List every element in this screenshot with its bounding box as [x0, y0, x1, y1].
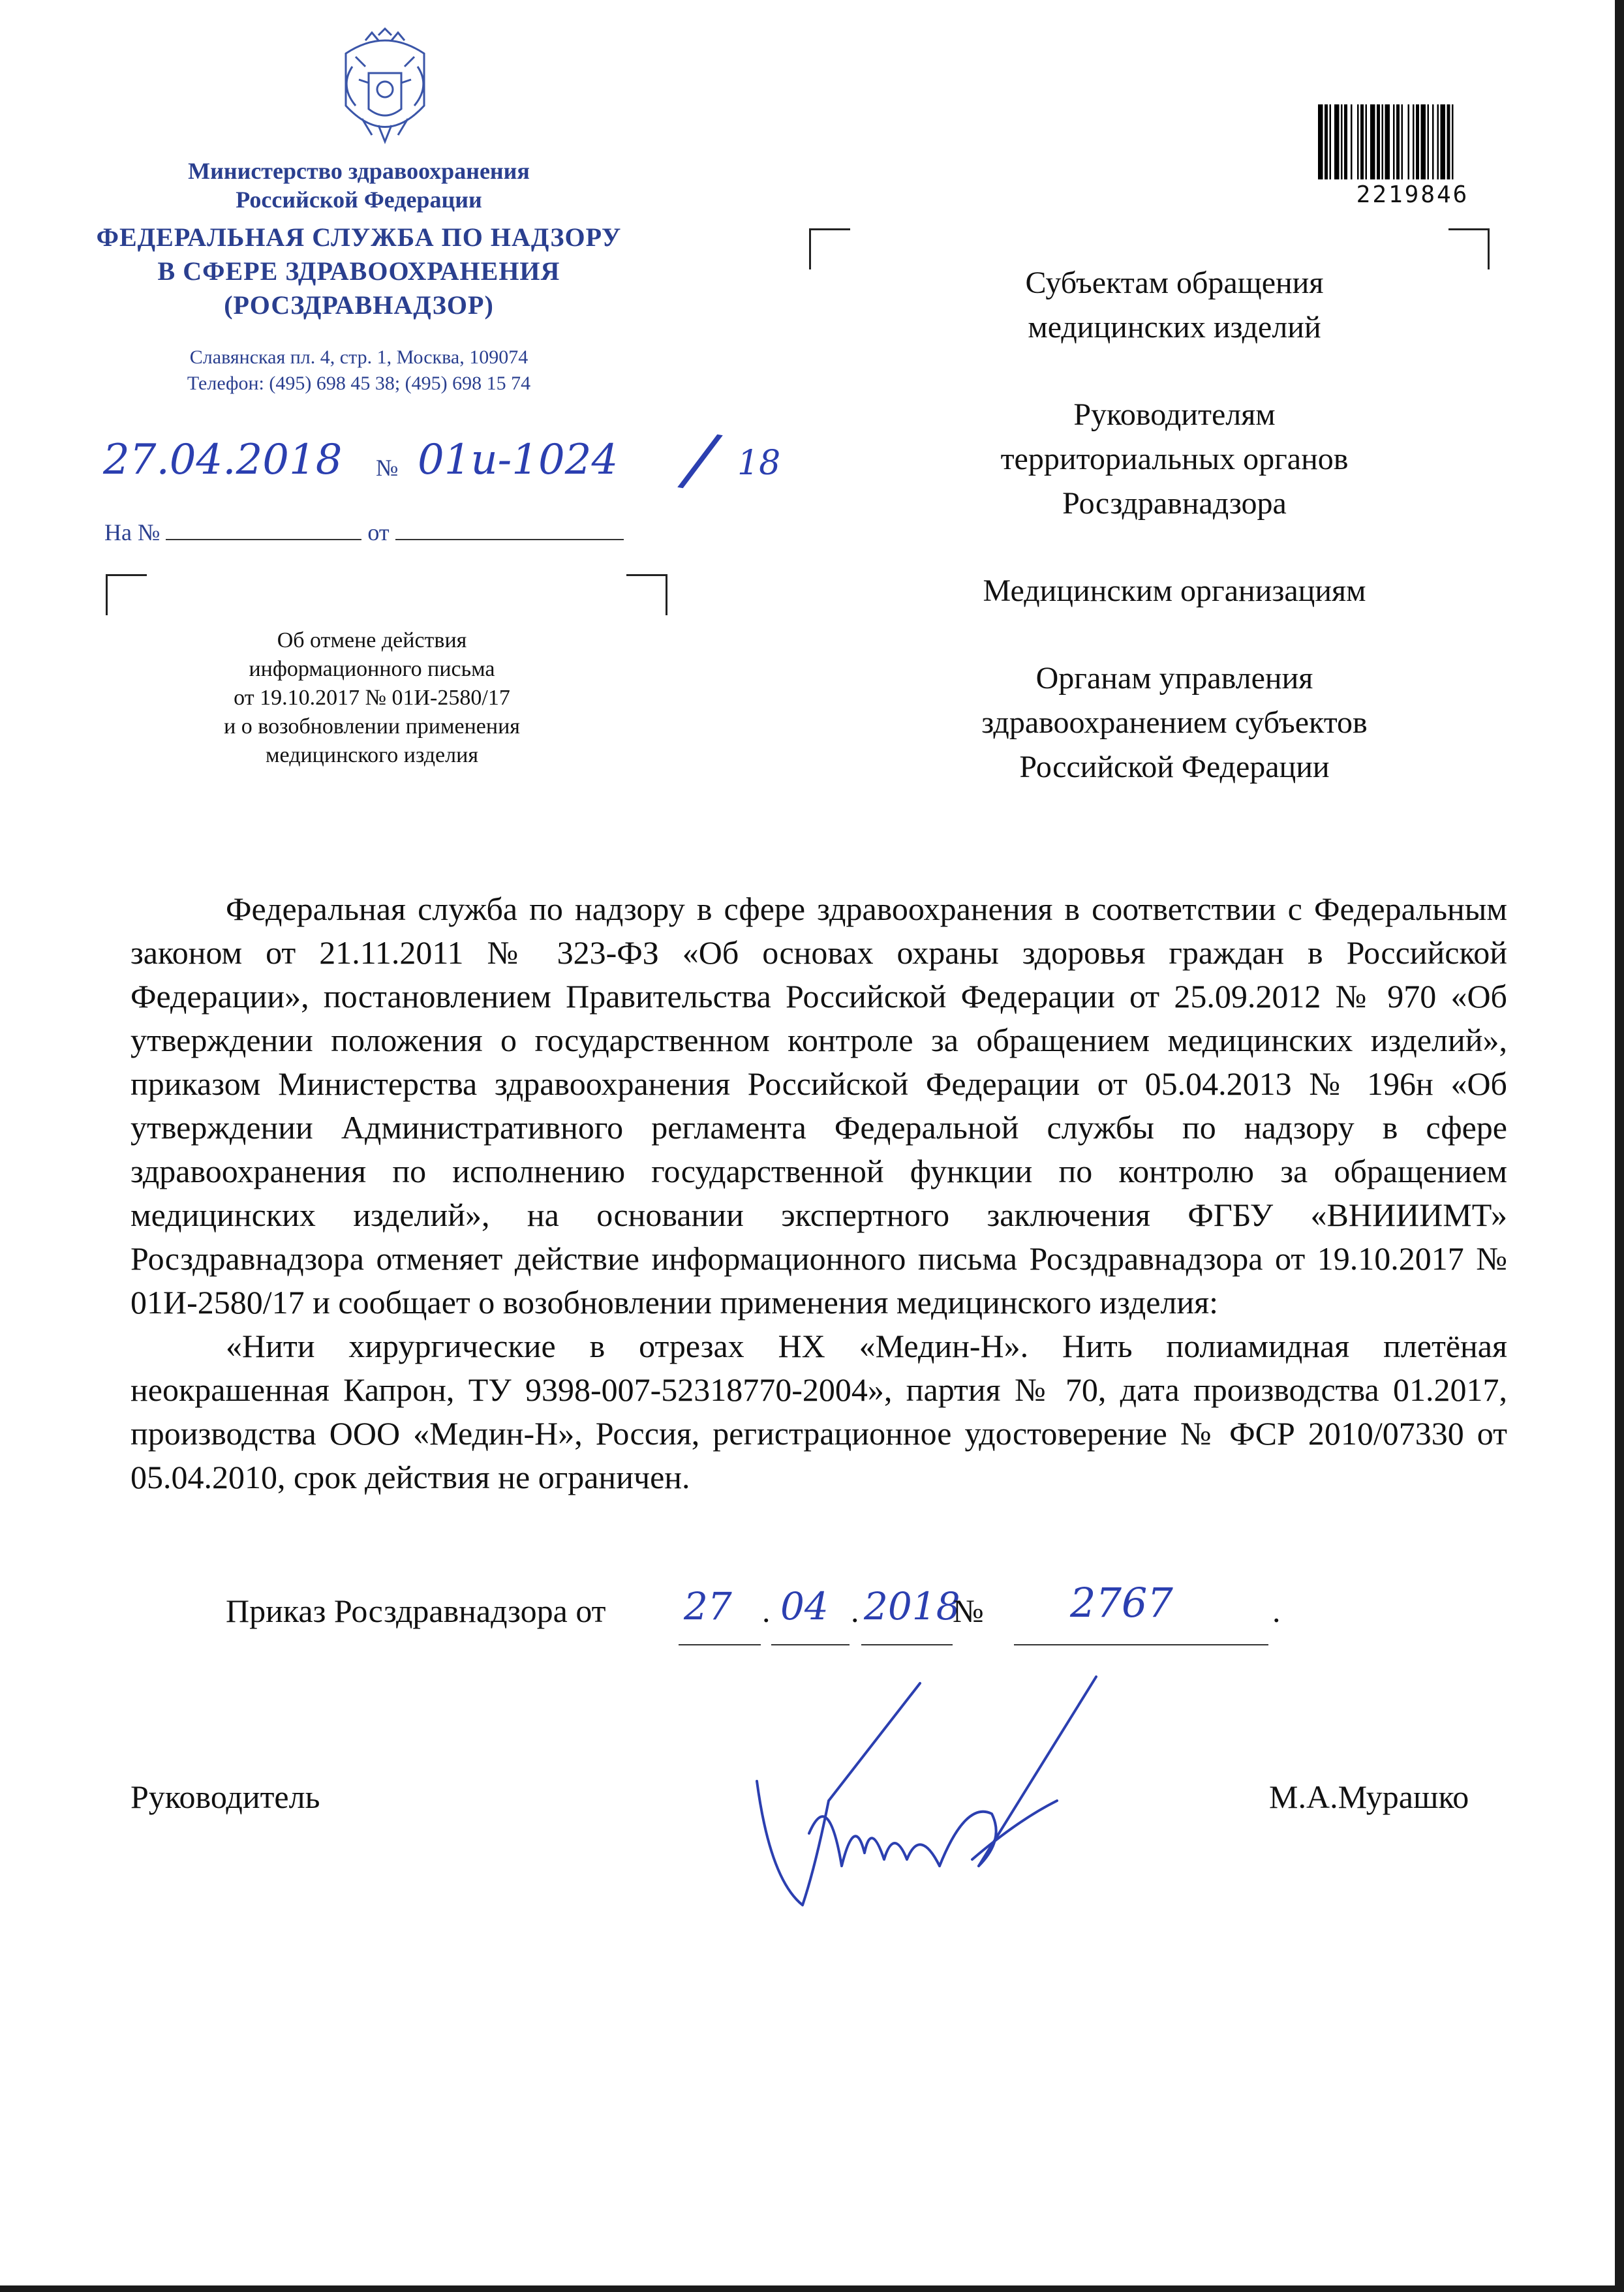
- ministry-line-1: Министерство здравоохранения: [188, 158, 530, 184]
- addressee-2-line-3: Росздравнадзора: [1062, 486, 1287, 521]
- barcode-bar: [1432, 104, 1434, 179]
- addressees: [887, 261, 1462, 833]
- addressee-1-line-1: Субъектам обращения: [1025, 266, 1324, 300]
- subject-line-4: и о возобновлении применения: [224, 714, 520, 739]
- ministry-line-2: Российской Федерации: [236, 187, 482, 213]
- in-reply-label: На №: [104, 519, 161, 545]
- order-day-underline: [679, 1644, 761, 1645]
- service-line-3: (РОСЗДРАВНАДЗОР): [224, 290, 494, 320]
- barcode-bar: [1441, 104, 1446, 179]
- subject-line-2: информационного письма: [249, 657, 495, 681]
- addressee-3-line-1: Медицинским организациям: [983, 573, 1366, 608]
- order-month-underline: [771, 1644, 850, 1645]
- barcode-bar: [1421, 104, 1426, 179]
- service-line-1: ФЕДЕРАЛЬНАЯ СЛУЖБА ПО НАДЗОРУ: [96, 222, 622, 252]
- barcode-bar: [1408, 104, 1410, 179]
- scan-edge-right: [1615, 0, 1624, 2292]
- addressee-2-line-2: территориальных органов: [1000, 442, 1349, 476]
- subject-line-3: от 19.10.2017 № 01И-2580/17: [234, 686, 510, 710]
- addressee-4-line-2: здравоохранением субъектов: [981, 705, 1368, 740]
- subject-line-5: медицинского изделия: [266, 743, 478, 767]
- body-paragraph-1: Федеральная служба по надзору в сфере здравоохранения в соответствии с Федеральным законом от 21.11.2011 № 323-ФЗ «Об основах охраны здоровья граждан в Российской Федерации», постановлением Правительства Российской Федерации от 25.09.2012 № 970 «Об утверждении положения о государственном контроле за обращением медицинских изделий», приказом Министерства здравоохранения Российской Федерации от 05.04.2013 № 196н «Об утверждении Административного регламента Федеральной службы по надзору в сфере здравоохранения по исполнению государственной функции по контролю за обращением медицинских изделий», на основании экспертного заключения ФГБУ «ВНИИИМТ» Росздравнадзора отменяет действие информационного письма Росздравнадзора от 19.10.2017 № 01И-2580/17 и сообщает о возобновлении применения медицинского изделия:: [130, 891, 1507, 1321]
- addressee-4-line-3: Российской Федерации: [1019, 750, 1330, 784]
- order-label: Приказ Росздравнадзора от: [226, 1593, 606, 1629]
- signatory-position: Руководитель: [130, 1779, 320, 1815]
- addressee-corner-top-left: [809, 228, 850, 269]
- addressee-1: [887, 261, 1462, 350]
- order-number-underline: [1014, 1644, 1268, 1645]
- barcode-bar: [1402, 104, 1403, 179]
- letter-body: [130, 887, 1507, 1499]
- ministry-header: [52, 157, 666, 397]
- coat-of-arms-icon: [326, 27, 444, 151]
- service-name: [52, 221, 666, 322]
- in-reply-from-label: от: [367, 519, 390, 545]
- outgoing-number: 01и-1024: [418, 436, 619, 484]
- addressee-2-line-1: Руководителям: [1073, 397, 1276, 432]
- barcode-bar: [1428, 104, 1430, 179]
- barcode-bar: [1377, 104, 1380, 179]
- service-line-2: В СФЕРЕ ЗДРАВООХРАНЕНИЯ: [157, 256, 560, 286]
- addressee-4-line-1: Органам управления: [1035, 661, 1313, 695]
- barcode-bar: [1318, 104, 1323, 179]
- addressee-1-line-2: медицинских изделий: [1028, 310, 1321, 344]
- barcode-bar: [1447, 104, 1450, 179]
- barcode-bar: [1360, 104, 1364, 179]
- address: [52, 344, 666, 397]
- phone-line: Телефон: (495) 698 45 38; (495) 698 15 74: [187, 373, 531, 394]
- barcode-number: 2219846: [1356, 181, 1469, 208]
- addressee-4: [887, 656, 1462, 789]
- barcode-bar: [1437, 104, 1439, 179]
- order-number: 2767: [1070, 1579, 1173, 1627]
- subject-corner-top-left: [106, 574, 147, 615]
- barcode-bar: [1370, 104, 1375, 179]
- barcode-bar: [1382, 104, 1384, 179]
- order-end-dot: .: [1272, 1593, 1281, 1629]
- addressee-3: [887, 569, 1462, 613]
- barcode-bar: [1351, 104, 1353, 179]
- barcode-bar: [1330, 104, 1332, 179]
- order-year: 2018: [864, 1584, 960, 1628]
- scan-edge-bottom: [0, 2285, 1624, 2292]
- handwritten-signature: [731, 1670, 1109, 1918]
- barcode-bar: [1452, 104, 1454, 179]
- order-month: 04: [780, 1584, 829, 1628]
- barcode-icon: [1318, 104, 1514, 183]
- in-reply-date-blank: [395, 519, 624, 540]
- barcode-bar: [1393, 104, 1395, 179]
- outgoing-date: 27.04.2018: [103, 436, 343, 484]
- barcode-bar: [1366, 104, 1368, 179]
- outgoing-year: 18: [737, 444, 781, 483]
- order-year-underline: [861, 1644, 953, 1645]
- addressee-2: [887, 393, 1462, 526]
- in-reply-line: [104, 519, 624, 546]
- subject-line-1: Об отмене действия: [277, 628, 467, 652]
- subject-corner-top-right: [626, 574, 667, 615]
- outgoing-slash: /: [681, 416, 720, 503]
- barcode-bar: [1344, 104, 1347, 179]
- outgoing-number-sign: №: [376, 455, 399, 481]
- barcode-bar: [1385, 104, 1390, 179]
- signatory-name: М.А.Мурашко: [1269, 1779, 1469, 1815]
- order-day: 27: [684, 1584, 732, 1628]
- barcode-bar: [1416, 104, 1419, 179]
- ministry-name: [52, 157, 666, 214]
- order-number-sign: №: [953, 1593, 984, 1629]
- barcode-bar: [1357, 104, 1359, 179]
- barcode-bar: [1341, 104, 1343, 179]
- address-line-1: Славянская пл. 4, стр. 1, Москва, 109074: [189, 346, 529, 368]
- body-paragraph-2: «Нити хирургические в отрезах НХ «Медин-Н». Нить полиамидная плетёная неокрашенная Капрон, ТУ 9398-007-52318770-2004», партия № 70, дата производства 01.2017, производства ООО «Медин-Н», Россия, регистрационное удостоверение № ФСР 2010/07330 от 05.04.2010, срок действия не ограничен.: [130, 1328, 1507, 1495]
- letter-subject: [150, 626, 594, 770]
- order-date-dot-2: .: [851, 1593, 859, 1629]
- barcode-bar: [1413, 104, 1415, 179]
- barcode-bar: [1334, 104, 1340, 179]
- in-reply-number-blank: [166, 519, 361, 540]
- order-date-dot-1: .: [762, 1593, 771, 1629]
- barcode-bar: [1396, 104, 1400, 179]
- barcode-bar: [1325, 104, 1328, 179]
